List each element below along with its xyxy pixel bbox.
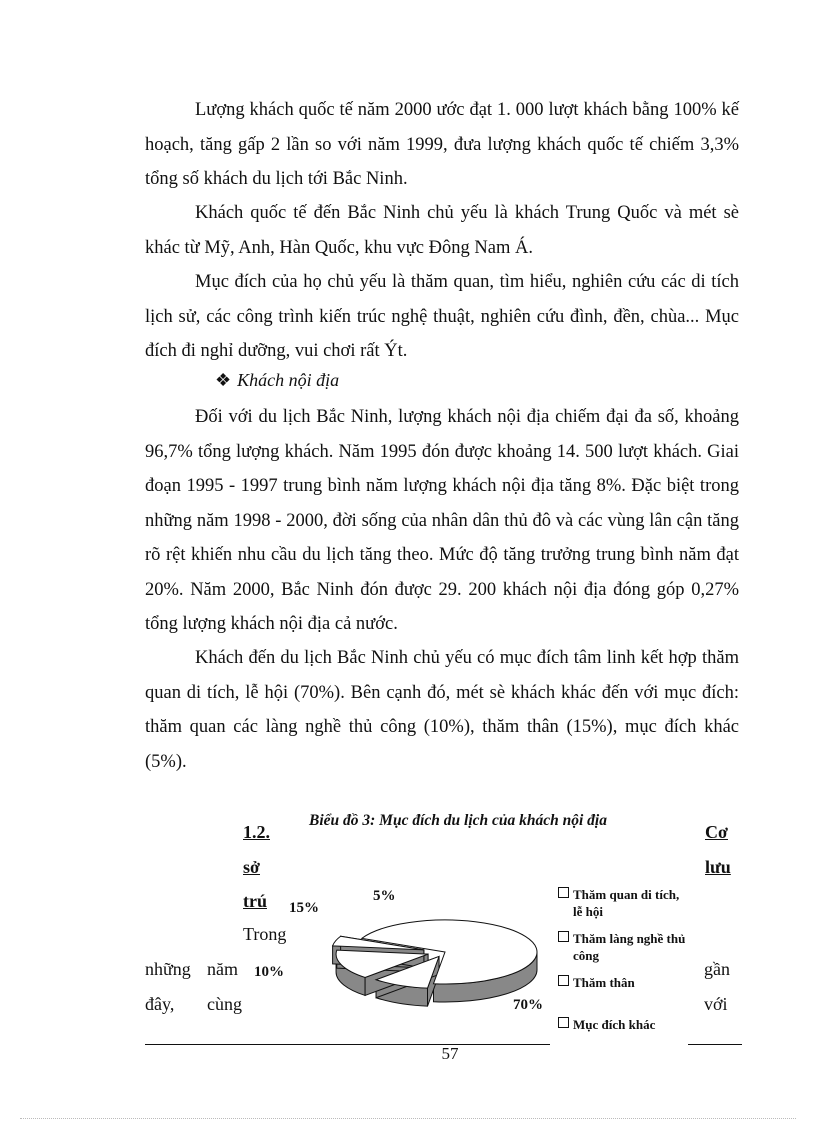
- paragraph-text: Khách quốc tế đến Bắc Ninh chủ yếu là khách Trung Quốc và mét sè khác từ Mỹ, Anh, Hàn Quốc, khu vực Đông Nam Á.: [145, 203, 739, 258]
- legend-item: [558, 1016, 655, 1033]
- paragraph-text: Mục đích của họ chủ yếu là thăm quan, tìm hiểu, nghiên cứu các di tích lịch sử, các công trình kiến trúc nghệ thuật, nghiên cứu đình, đền, chùa... Mục đích đi nghỉ dưỡng, vui chơi rất Ýt.: [145, 272, 739, 361]
- paragraph-visitor-origin: [145, 196, 739, 265]
- side-word: sở: [243, 857, 260, 877]
- legend-swatch: [558, 887, 569, 898]
- pie-chart: [280, 870, 550, 1020]
- footer-rule-right: [688, 1044, 742, 1045]
- side-word: cùng: [207, 994, 242, 1014]
- chart-title: Biểu đồ 3: Mục đích du lịch của khách nội địa: [309, 812, 607, 829]
- data-label-10: 10%: [254, 964, 284, 980]
- legend-item: [558, 886, 688, 920]
- legend-label: Thăm quan di tích, lễ hội: [573, 887, 680, 919]
- legend-label: Thăm làng nghề thủ công: [573, 931, 686, 963]
- data-label-5: 5%: [373, 888, 396, 904]
- side-word: Cơ: [705, 822, 728, 842]
- side-word: Trong: [243, 924, 287, 944]
- side-word: gần: [704, 959, 730, 979]
- data-label-70: 70%: [513, 997, 543, 1013]
- diamond-bullet-icon: ❖: [215, 370, 232, 390]
- legend-swatch: [558, 931, 569, 942]
- paragraph-text: Lượng khách quốc tế năm 2000 ước đạt 1. 000 lượt khách bằng 100% kế hoạch, tăng gấp 2 lần so với năm 1999, đưa lượng khách quốc tế chiếm 3,3% tổng số khách du lịch tới Bắc Ninh.: [145, 100, 739, 189]
- side-word: với: [704, 994, 728, 1014]
- section-heading-domestic: [215, 370, 339, 391]
- heading-text: Khách nội địa: [237, 370, 340, 390]
- side-word: những: [145, 959, 191, 979]
- legend-item: [558, 974, 635, 991]
- legend-swatch: [558, 1017, 569, 1028]
- side-word: đây,: [145, 994, 175, 1014]
- legend-label: Thăm thân: [573, 975, 635, 990]
- paragraph-text: Khách đến du lịch Bắc Ninh chủ yếu có mục đích tâm linh kết hợp thăm quan di tích, lễ hội (70%). Bên cạnh đó, mét sè khách khác đến với mục đích: thăm quan các làng nghề thủ công (10%), thăm thân (15%), mục đích khác (5%).: [145, 648, 739, 772]
- legend-label: Mục đích khác: [573, 1017, 656, 1032]
- side-word: trú: [243, 891, 267, 911]
- paragraph-domestic-purpose: [145, 641, 739, 779]
- side-word: lưu: [705, 857, 731, 877]
- legend-item: [558, 930, 693, 964]
- section-number: 1.2.: [243, 822, 270, 842]
- paragraph-text: Đối với du lịch Bắc Ninh, lượng khách nội địa chiếm đại đa số, khoảng 96,7% tổng lượng khách. Năm 1995 đón được khoảng 14. 500 lượt khách. Giai đoạn 1995 - 1997 trung bình năm lượng khách nội địa tăng 8%. Đặc biệt trong những năm 1998 - 2000, đời sống của nhân dân thủ đô và các vùng lân cận tăng rõ rệt khiến nhu cầu du lịch tăng theo. Mức độ tăng trưởng trung bình năm đạt 20%. Năm 2000, Bắc Ninh đón được 29. 200 khách nội địa đóng góp 0,27% tổng lượng khách nội địa cả nước.: [145, 407, 739, 634]
- paragraph-international-visitors: [145, 93, 739, 197]
- paragraph-domestic-visitors: [145, 400, 739, 642]
- page-edge-divider: [20, 1118, 796, 1119]
- legend-swatch: [558, 975, 569, 986]
- paragraph-visitor-purpose: [145, 265, 739, 369]
- page-number: 57: [441, 1044, 459, 1063]
- footer-rule-left: [145, 1044, 550, 1045]
- data-label-15: 15%: [289, 900, 319, 916]
- side-word: năm: [207, 959, 238, 979]
